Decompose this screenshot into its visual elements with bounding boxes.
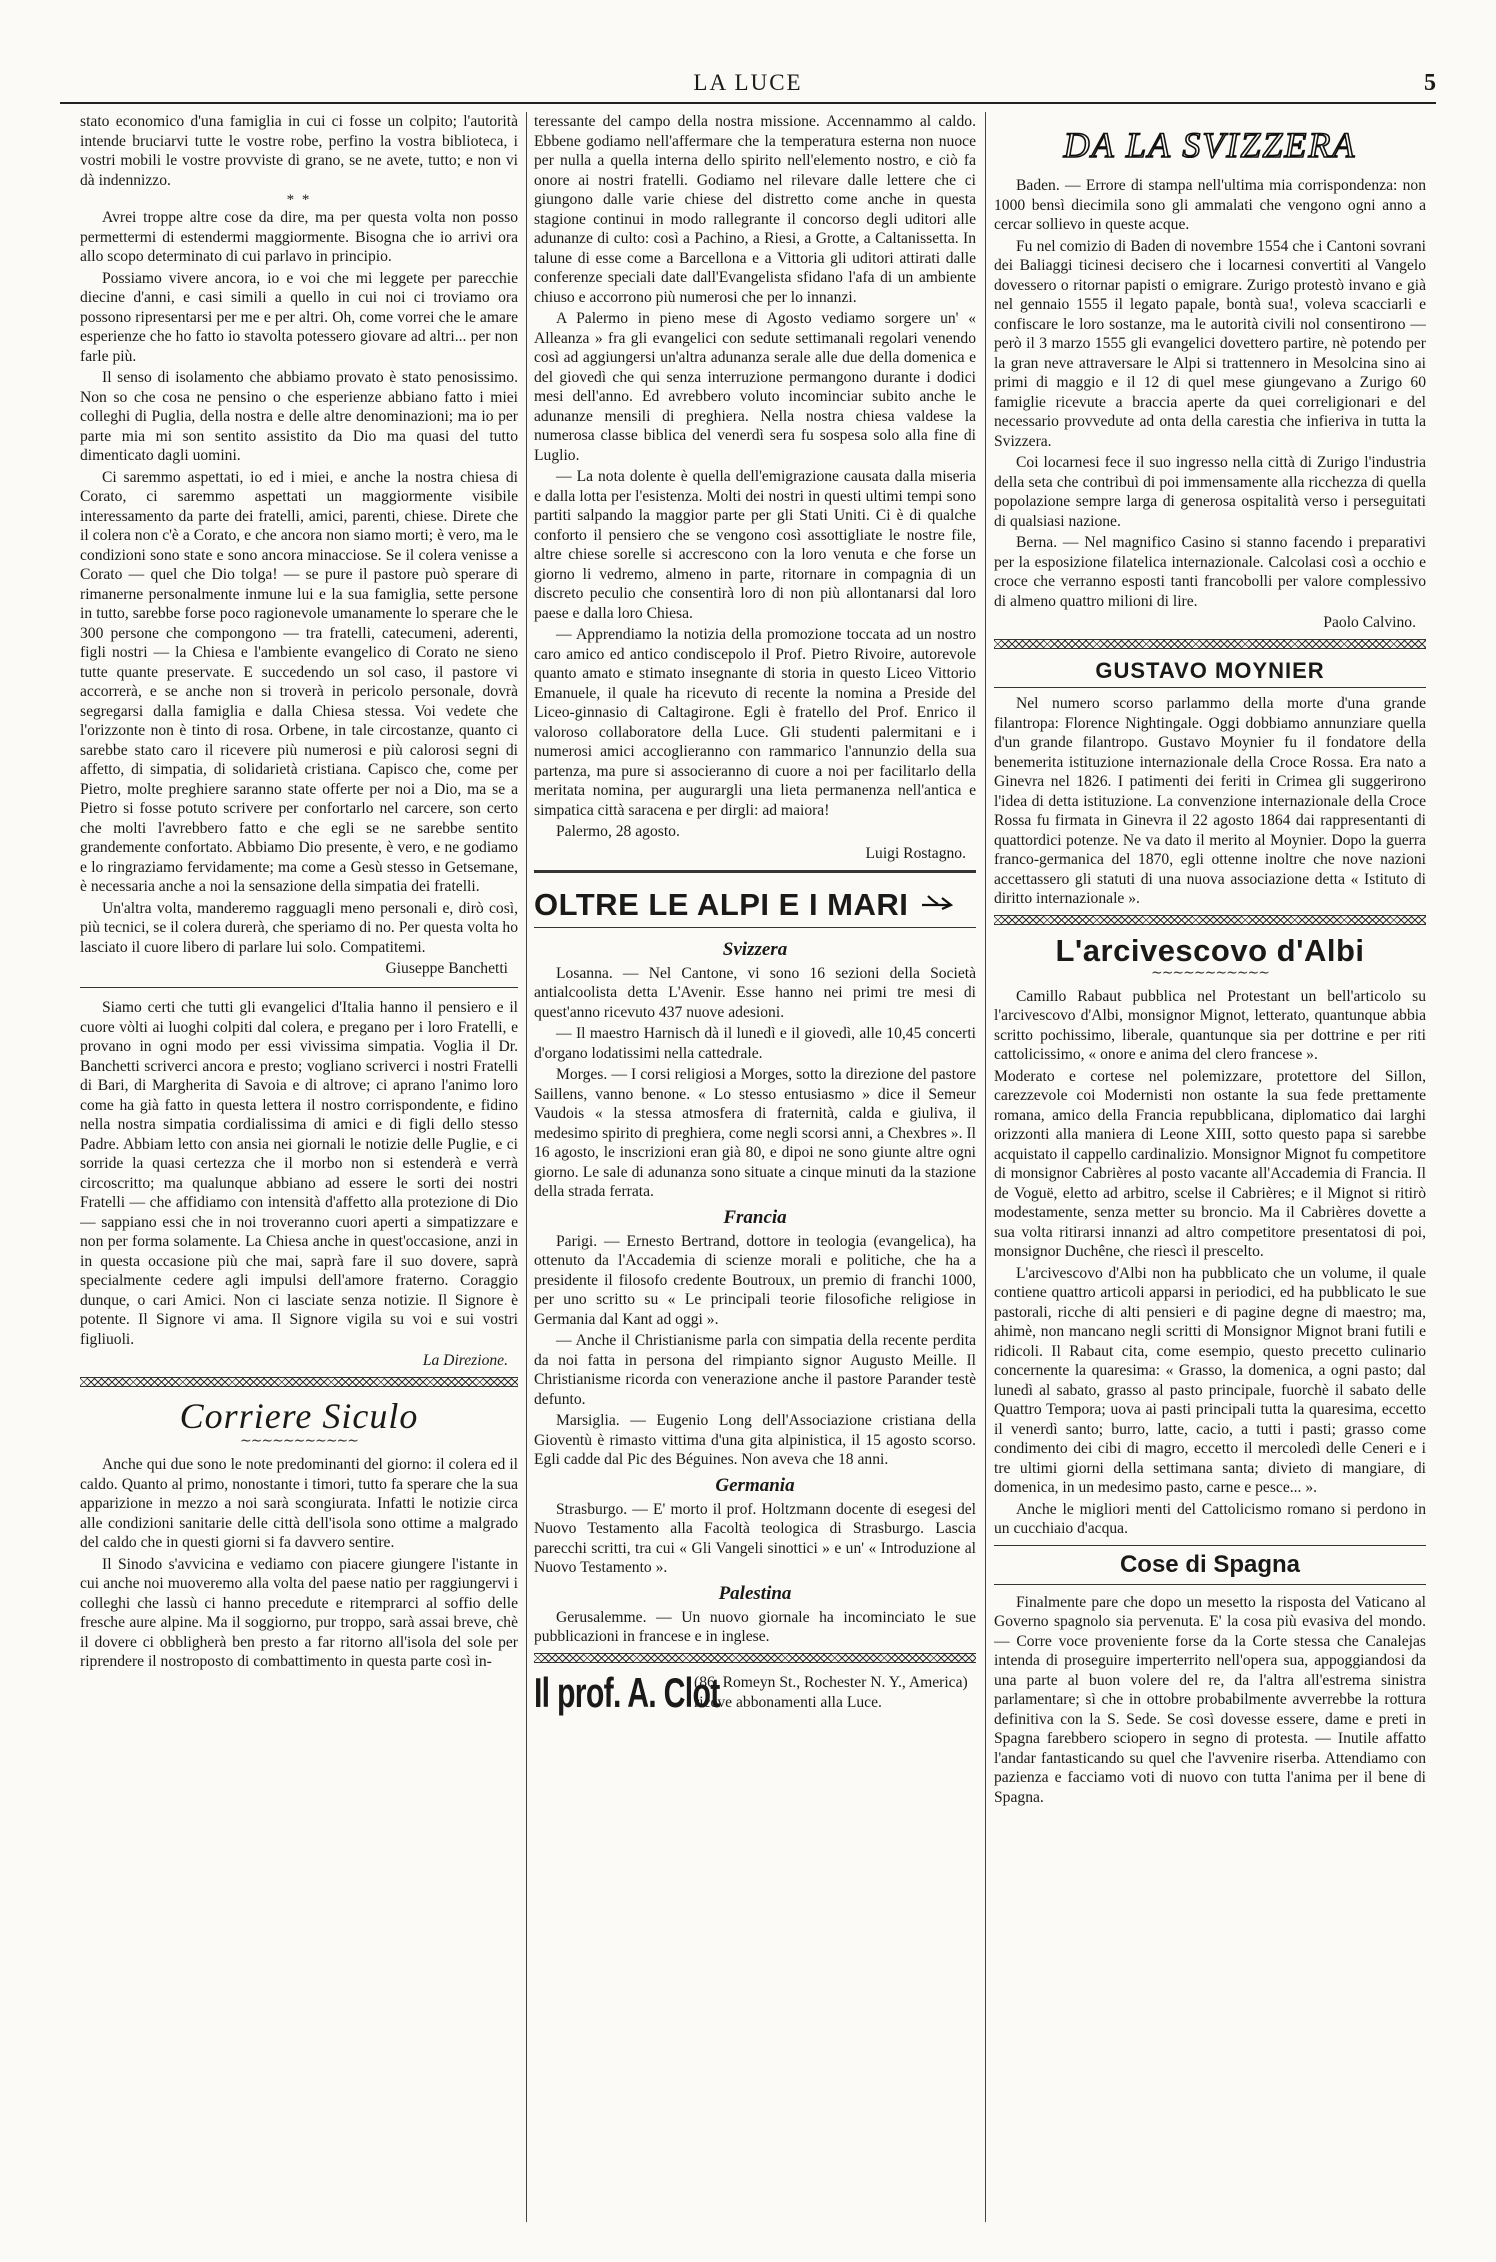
- signature: Paolo Calvino.: [1323, 614, 1416, 631]
- divider: [994, 687, 1426, 688]
- column-3: [994, 112, 1426, 2242]
- paragraph: — Apprendiamo la notizia della promozione toccata ad un nostro caro amico ed antico condiscepolo il Prof. Pietro Rivoire, autorevole quanto amato e stimato insegnante di storia in questo Liceo Vittorio Emanuele, il quale ha ricevuto di recente la nomina a Preside del Liceo-ginnasio di Caltagirone. Egli è fratello del Prof. Enrico il valoroso collaboratore della Luce. Gli studenti palermitani e i numerosi amici accoglieranno con rammarico l'annunzio della sua partenza, ma pure si associeranno di cuore a noi per facilitarlo della meritata nomina, per augurargli una lieta permanenza nell'antica e simpatica città saracena e per dirgli: ad maiora!: [534, 626, 976, 819]
- paragraph: Il Sinodo s'avvicina e vediamo con piacere giungere l'istante in cui anche noi muoveremo alla volta del paese natio per raggiungervi i colleghi che lassù ci hanno precedute e ritemprarci al soffio delle fresche aure alpine. Ma il soggiorno, pur troppo, sarà assai breve, chè il dovere ci obbligherà ben presto a far ritorno all'isola del sole per riprendere il nostroposto di combattimento in questa parte così in-: [80, 1555, 518, 1670]
- paragraph: — La nota dolente è quella dell'emigrazione causata dalla miseria e dalla lotta per l'esistenza. Molti dei nostri in questi ultimi tempi sono partiti salpando la maggior parte per gli Stati Uniti. Ci è di qualche conforto il pensiero che se vengono così assottigliate le nostre file, altre chiese sorelle si accrescono con la loro venuta e che forse un giorno li vedremo, almeno in parte, ritornare in compagnia di un discreto peculio che consentirà loro di non più allontanarsi dal loro paese e dalla loro Chiesa.: [534, 468, 976, 622]
- paragraph: Anche qui due sono le note predominanti del giorno: il colera ed il caldo. Quanto al primo, nonostante i timori, tutto fa sperare che la sua apparizione in mezzo a noi sarà scongiurata. Infatti le notizie circa alle condizioni sanitarie delle città dell'isola sono ottime a malgrado del caldo che in questi giorni si fa davvero sentire.: [80, 1456, 518, 1551]
- paragraph: Fu nel comizio di Baden di novembre 1554 che i Cantoni sovrani dei Baliaggi ticinesi decisero che i locarnesi convertiti al Vangelo dovessero o ritornar papisti o emigrare. Zurigo protestò invano e già nel gennaio 1555 il legato papale, bontà sua!, voleva scacciarli e confiscare le loro sostanze, ma le autorità civili nol consentirono — però il 3 marzo 1555 gli evangelici dovettero partire, nè potendo per la gran neve attraversare le Alpi si trattennero in Mesolcina sino ai primi di maggio e il 12 di quel mese giungevano a Zurigo 60 famiglie ricevute a braccia aperte da quei correligionari e del necessario provvedute ad onta della carestia che infieriva in tutta la Svizzera.: [994, 237, 1426, 450]
- paragraph: Il senso di isolamento che abbiamo provato è stato penosissimo. Non so che cosa ne pensino o che esperienze abbiano fatto i miei colleghi di Puglia, della nostra e delle altre denominazioni; ma io per parte mia mi son sentito assistito da Dio ma quasi del tutto dimenticato dagli uomini.: [80, 369, 518, 464]
- section-heading: Cose di Spagna: [1119, 1550, 1301, 1578]
- divider: [534, 870, 976, 873]
- ornamental-divider: [80, 1377, 518, 1387]
- header-rule: [60, 102, 1436, 104]
- paragraph: Morges. — I corsi religiosi a Morges, sotto la direzione del pastore Saillens, vanno benone. « Lo stesso entusiasmo » dice il Semeur Vaudois « la stessa atmosfera di fraternità, calda e giuliva, il medesimo spirito di preghiera, come negli scorsi anni, a Chexbres ». Il 16 agosto, le inscrizioni eran già 80, e dipoi ne sono giunte altre ogni giorno. Le sale di adunanza sono situate a cinque minuti da la stazione della strada ferrata.: [534, 1066, 976, 1200]
- paragraph: stato economico d'una famiglia in cui ci fosse un colpito; l'autorità intende bruciarvi tutte le vostre robe, perfino la vostra biblioteca, i vostri mobili le vostre provviste di grano, se ne avete, tutto; e non vi dà indennizzo.: [80, 113, 518, 189]
- arrow-ornament-icon: [920, 890, 954, 915]
- paragraph: Palermo, 28 agosto.: [556, 823, 680, 840]
- paragraph: L'arcivescovo d'Albi non ha pubblicato che un volume, il quale contiene quattro articoli apparsi in periodici, ed ha pubblicato le sue pastorali, ricche di alti pensieri e di pagine degne di maestro; ma, ahimè, non mancano negli scritti di Monsignor Mignot brani futili e ridicoli. Il Rabaut cita, come esempio, questo precetto culinario concernente la quaresima: « Grasso, la domenica, a ogni pasto; dal lunedì al sabato, grasso al pasto principale, fuorchè il sabato delle Quattro Tempora; uova ai pasti principali tutta la quaresima, eccetto il venerdì santo; burro, latte, cacio, a tutti i pasti; grasso come condimento dei cibi di magro, eccetto il mercoledì delle Ceneri e i tre ultimi giorni della settimana santa; divieto di mangiare, di domenica, in un medesimo pasto, carne e pesce... ».: [994, 1264, 1426, 1496]
- paragraph: Camillo Rabaut pubblica nel Protestant un bell'articolo su l'arcivescovo d'Albi, monsignor Mignot, letterato, quantunque abbia scritto pochissimo, liberale, quantunque sia per dottrine e per riti cattolicissimo, « onore e anima del clero francese ».: [994, 987, 1426, 1063]
- paragraph: — Il maestro Harnisch dà il lunedì e il giovedì, alle 10,45 concerti d'organo lodatissimi nella cattedrale.: [534, 1025, 976, 1062]
- signature: Luigi Rostagno.: [865, 844, 966, 862]
- ornamental-divider: [994, 915, 1426, 925]
- paragraph: Ci saremmo aspettati, io ed i miei, e anche la nostra chiesa di Corato, ci saremmo aspettati un maggiormente visibile interessamento da parte dei fratelli, amici, parenti, chiese. Direte che il colera non c'è a Corato, e che ancora non siamo morti; è vero, ma le condizioni sono state e sono ancora minacciose. Se il colera venisse a Corato — quel che Dio tolga! — se pure il pastore può sperare di rimanerne personalmente inmune lui e la sua famiglia, sette persone in tutto, sarebbe forse poco ragionevole umanamente lo sperare che le 300 persone che compongono — tra fratelli, catecumeni, aderenti, figli nostri — la Chiesa e l'ambiente evangelico di Corato ne sieno tutte quante preservate. E succedendo un sol caso, il pastore vi accorrerà, e se anche non si troverà in pericolo personale, dovrà segregarsi dalla famiglia e dalla Chiesa stessa. Voi vedete che l'orizzonte non è tinto di rosa. Orbene, in tale circostanze, quanto ci sarebbe stato caro il ricevere più numerosi e più calorosi segni di affetto, di simpatia, di solidarietà cristiana. Capisco che, come per Pietro, molte preghiere saranno state offerte per noi a Dio, ma se a Pietro si fosse potuto scrivere per confortarlo nel carcere, son certo che molti l'avrebbero fatto e che egli se ne sarebbe sentito grandemente confortato. Abbiamo Dio presente, è vero, e ne godiamo e lo ringraziamo fervidamente; ma come a Gesù stesso in Getsemane, è necessaria anche a noi la sensazione della simpatia dei fratelli.: [80, 468, 518, 895]
- paragraph: Coi locarnesi fece il suo ingresso nella città di Zurigo l'industria della seta che contribuì di poi immensamente alla ricchezza di quella popolazione sempre larga di generosa ospitalità verso i perseguitati di qualsiasi nazione.: [994, 454, 1426, 530]
- column-divider-2: [985, 112, 986, 2222]
- paragraph: Finalmente pare che dopo un mesetto la risposta del Vaticano al Governo spagnolo sia pervenuta. E' la cosa più evasiva del mondo. — Corre voce proveniente forse da la Corte stessa che Canalejas intenda di proseguire imperterrito nell'opera sua, appoggiandosi da una parte al buon volere del re, da l'altra all'estrema sinistra parlamentare; sì che in ottobre probabilmente avverrebbe la rottura definitiva con la S. Sede. Se così dovesse essere, dame e preti in Spagna farebbero sciopero in segno di protesta. — Inutile affatto l'andar fantasticando su quel che l'avvenire riserba. Attendiamo con pazienza e facciamo voti di nuovo con tutta l'anima per il bene di Spagna.: [994, 1593, 1426, 1806]
- subheading: Palestina: [718, 1582, 792, 1604]
- section-heading: GUSTAVO MOYNIER: [1095, 658, 1325, 683]
- spacer: [994, 166, 1426, 176]
- section-heading: Corriere Siculo: [179, 1396, 419, 1436]
- advertisement: [534, 1668, 976, 1716]
- paragraph: Losanna. — Nel Cantone, vi sono 16 sezioni della Società antialcoolista detta L'Avenir. Esse hanno nei primi tre mesi di quest'anno ricevuto 437 nuove adesioni.: [534, 964, 976, 1021]
- heading-underline-ornament: ∼∼∼∼∼∼∼∼∼∼∼: [1150, 965, 1270, 981]
- paragraph: Anche le migliori menti del Cattolicismo romano si perdono in un cucchiaio d'acqua.: [994, 1500, 1426, 1537]
- paragraph: Berna. — Nel magnifico Casino si stanno facendo i preparativi per la esposizione filatelica internazionale. Calcolasi così a occhio e croce che verranno esposti tanti francobolli per valore complessivo di almeno quattro milioni di lire.: [994, 534, 1426, 610]
- paragraph: Strasburgo. — E' morto il prof. Holtzmann docente di esegesi del Nuovo Testamento alla Facoltà teologica di Strasburgo. Lascia parecchi scritti, tra cui « Gli Vangeli sinottici » e un' « Introduzione al Nuovo Testamento ».: [534, 1500, 976, 1576]
- paragraph: Siamo certi che tutti gli evangelici d'Italia hanno il pensiero e il cuore vòlti ai luoghi colpiti dal colera, e pregano per i loro Fratelli, e provano in ogni modo per essi vivissima simpatia. Voglia il Dr. Banchetti scriverci ancora e presto; vogliano scriverci i nostri Fratelli di Bari, di Margherita di Savoia e di altrove; ci aprano l'animo loro come ha già fatto in questa lettera il nostro corrispondente, e fidino nella nostra simpatia cordialissima di amici e di figli dello stesso Padre. Abbiam letto con ansia nei giornali le notizie delle Puglie, e ci sorride la quasi certezza che il morbo non si estenderà e verrà circoscritto; ma qualunque abbiano ad essere le sorti dei nostri Fratelli — che affidiamo con intensità d'affetto alla protezione di Dio — sappiano essi che in noi troveranno cuori aperti a simpatizzare e non per forma solamente. La Chiesa anche in quest'occasione, anzi in in questa occasione più che mai, saprà fare il suo dovere, saprà specialmente cedere agli impulsi dell'amore fraterno. Coraggio dunque, o cari Amici. Non ci lasciate senza notizie. Il Signore è potente. Il Signore vi ama. Il Signore vigila su voi e sui vostri figliuoli.: [80, 999, 518, 1348]
- advertisement-text: (86, Romeyn St., Rochester N. Y., America) riceve abbonamenti alla Luce.: [694, 1674, 968, 1711]
- divider: [534, 927, 976, 928]
- section-heading: L'arcivescovo d'Albi: [1055, 932, 1365, 968]
- running-head: [60, 70, 1436, 106]
- heading-underline-ornament: ∼∼∼∼∼∼∼∼∼∼∼: [239, 1434, 359, 1449]
- section-heading-row: [534, 883, 976, 923]
- section-heading: DA LA SVIZZERA: [1063, 125, 1357, 165]
- subheading: Francia: [723, 1206, 787, 1228]
- section-separator-stars: * *: [286, 192, 312, 208]
- divider: [994, 1584, 1426, 1585]
- paragraph: Avrei troppe altre cose da dire, ma per questa volta non posso permettermi di estendermi maggiormente. Bisogna che io arrivi ora allo scopo determinato di cui parlavo in principio.: [80, 209, 518, 265]
- paragraph: Nel numero scorso parlammo della morte d'una grande filantropa: Florence Nightingale. Oggi dobbiamo annunziare quella d'un grande filantropo. Gustavo Moynier fu il fondatore della benemerita istituzione internazionale della Croce Rossa. Era nato a Ginevra nel 1826. I patimenti dei feriti in Crimea gli suggerirono l'idea di detta istituzione. La convenzione internazionale della Croce Rossa fu firmata in Ginevra il 22 agosto 1864 dai rappresentanti di quattordici potenze. Ne va dato il merito al Moynier. Dopo la guerra franco-germanica del 1870, egli ottenne inoltre che nove nazioni accettassero gli statuti di una nuova associazione detta « Istituto di diritto internazionale ».: [994, 695, 1426, 907]
- column-divider-1: [526, 112, 527, 2222]
- paragraph: Possiamo vivere ancora, io e voi che mi leggete per parecchie diecine d'anni, e casi simili a quello in cui noi ci troviamo ora possono ripresentarsi per me e per altri. Oh, come vorrei che le amare esperienze che ho fatto io stavolta potessero giovare ad altri... per non farle più.: [80, 269, 518, 365]
- section-heading: OLTRE LE ALPI E I MARI: [534, 886, 909, 922]
- paragraph: Marsiglia. — Eugenio Long dell'Associazione cristiana della Gioventù è rimasto vittima d'una gita alpinistica, il 15 agosto scorso. Egli cadde dal Pic des Béguines. Non aveva che 18 anni.: [534, 1412, 976, 1468]
- page-number: 5: [1424, 70, 1436, 96]
- ornamental-divider: [994, 639, 1426, 649]
- paragraph: Un'altra volta, manderemo ragguagli meno personali e, dirò così, più tecnici, se il colera durerà, che speriamo di no. Per questa volta ho lasciato il cuore libero di parlare lui solo. Compatitemi.: [80, 899, 518, 956]
- paragraph: Parigi. — Ernesto Bertrand, dottore in teologia (evangelica), ha ottenuto da l'Accademia di scienze morali e politiche, che ha a presidente il filosofo credente Boutroux, un premio di franchi 1000, per uno scritto su « Le principali teorie filosofiche religiose in Germania dal Kant ad oggi ».: [534, 1232, 976, 1328]
- subheading: Germania: [715, 1474, 795, 1496]
- paragraph: — Anche il Christianisme parla con simpatia della recente perdita da noi fatta in persona del rimpianto signor Augusto Meille. Il Christianisme ricorda con venerazione anche il pastore Parander testè defunto.: [534, 1332, 976, 1408]
- paragraph: Moderato e cortese nel polemizzare, protettore del Sillon, carezzevole coi Modernisti non ostante la sua fede prettamente romana, amico della Francia repubblicana, diplomatico dai larghi orizzonti alla maniera di Leone XIII, sotto questo papa si sarebbe acquistato il cappello cardinalizio. Monsignor Mignot fu competitore di monsignor Cabrières al posto vacante all'Accademia di Francia. Il de Voguë, eletto ad arbitro, scelse il Cabrières; e il Mignot si ritirò modestamente, senza metter su broncio. Ma il Cabrières dovette a sua volta ritirarsi innanzi ad altro competitore presentatosi di poi, monsignor Duchêne, che riescì il prescelto.: [994, 1067, 1426, 1260]
- ornamental-divider: [534, 1653, 976, 1663]
- advertiser-name: Il prof. A. Clot: [534, 1668, 720, 1716]
- journal-title: LA LUCE: [693, 70, 803, 95]
- signature: La Direzione.: [422, 1352, 508, 1369]
- paragraph: Baden. — Errore di stampa nell'ultima mia corrispondenza: non 1000 bensì diecimila sono gli ammalati che vengono ogni anno a cercar sollievo in queste acque.: [994, 177, 1426, 233]
- divider: [80, 987, 518, 988]
- column-2: [534, 112, 976, 2242]
- signature: Giuseppe Banchetti: [385, 960, 508, 977]
- paragraph: teressante del campo della nostra missione. Accennammo al caldo. Ebbene godiamo nell'affermare che la temperatura esterna non nuoce per nulla a quella interna dello spirito nell'elemento nostro, e ciò fa onore ai nostri fratelli. Godiamo nel rilevare dalle lettere che ci giungono dalle varie chiese del distretto come anche in questa stagione continui in modo rallegrante il concorso degli uditori alle adunanze di culto: così a Pachino, a Riesi, a Grotte, a Caltanissetta. In talune di esse come a Barcellona e a Vittoria gli uditori attirati dalle conferenze speciali date dall'Evangelista sfidano l'afa di un ambiente chiuso e accorrono più numerosi che per lo innanzi.: [534, 113, 976, 306]
- paragraph: Gerusalemme. — Un nuovo giornale ha incominciato le sue pubblicazioni in francese e in inglese.: [534, 1608, 976, 1645]
- subheading: Svizzera: [722, 938, 788, 960]
- paragraph: A Palermo in pieno mese di Agosto vediamo sorgere un' « Alleanza » fra gli evangelici con sedute settimanali regolari venendo così ad aggiungersi un'altra adunanza serale alle due della domenica e del giovedì che qui senza interruzione permangono durante i dodici mesi dell'anno. Ed avrebbero voluto incominciar subito anche le adunanze mensili di preghiera. Nella nostra chiesa valdese la numerosa classe biblica del venerdì sera fu sospesa solo alla fine di Luglio.: [534, 310, 976, 464]
- divider: [994, 1545, 1426, 1546]
- column-1: [80, 112, 518, 2242]
